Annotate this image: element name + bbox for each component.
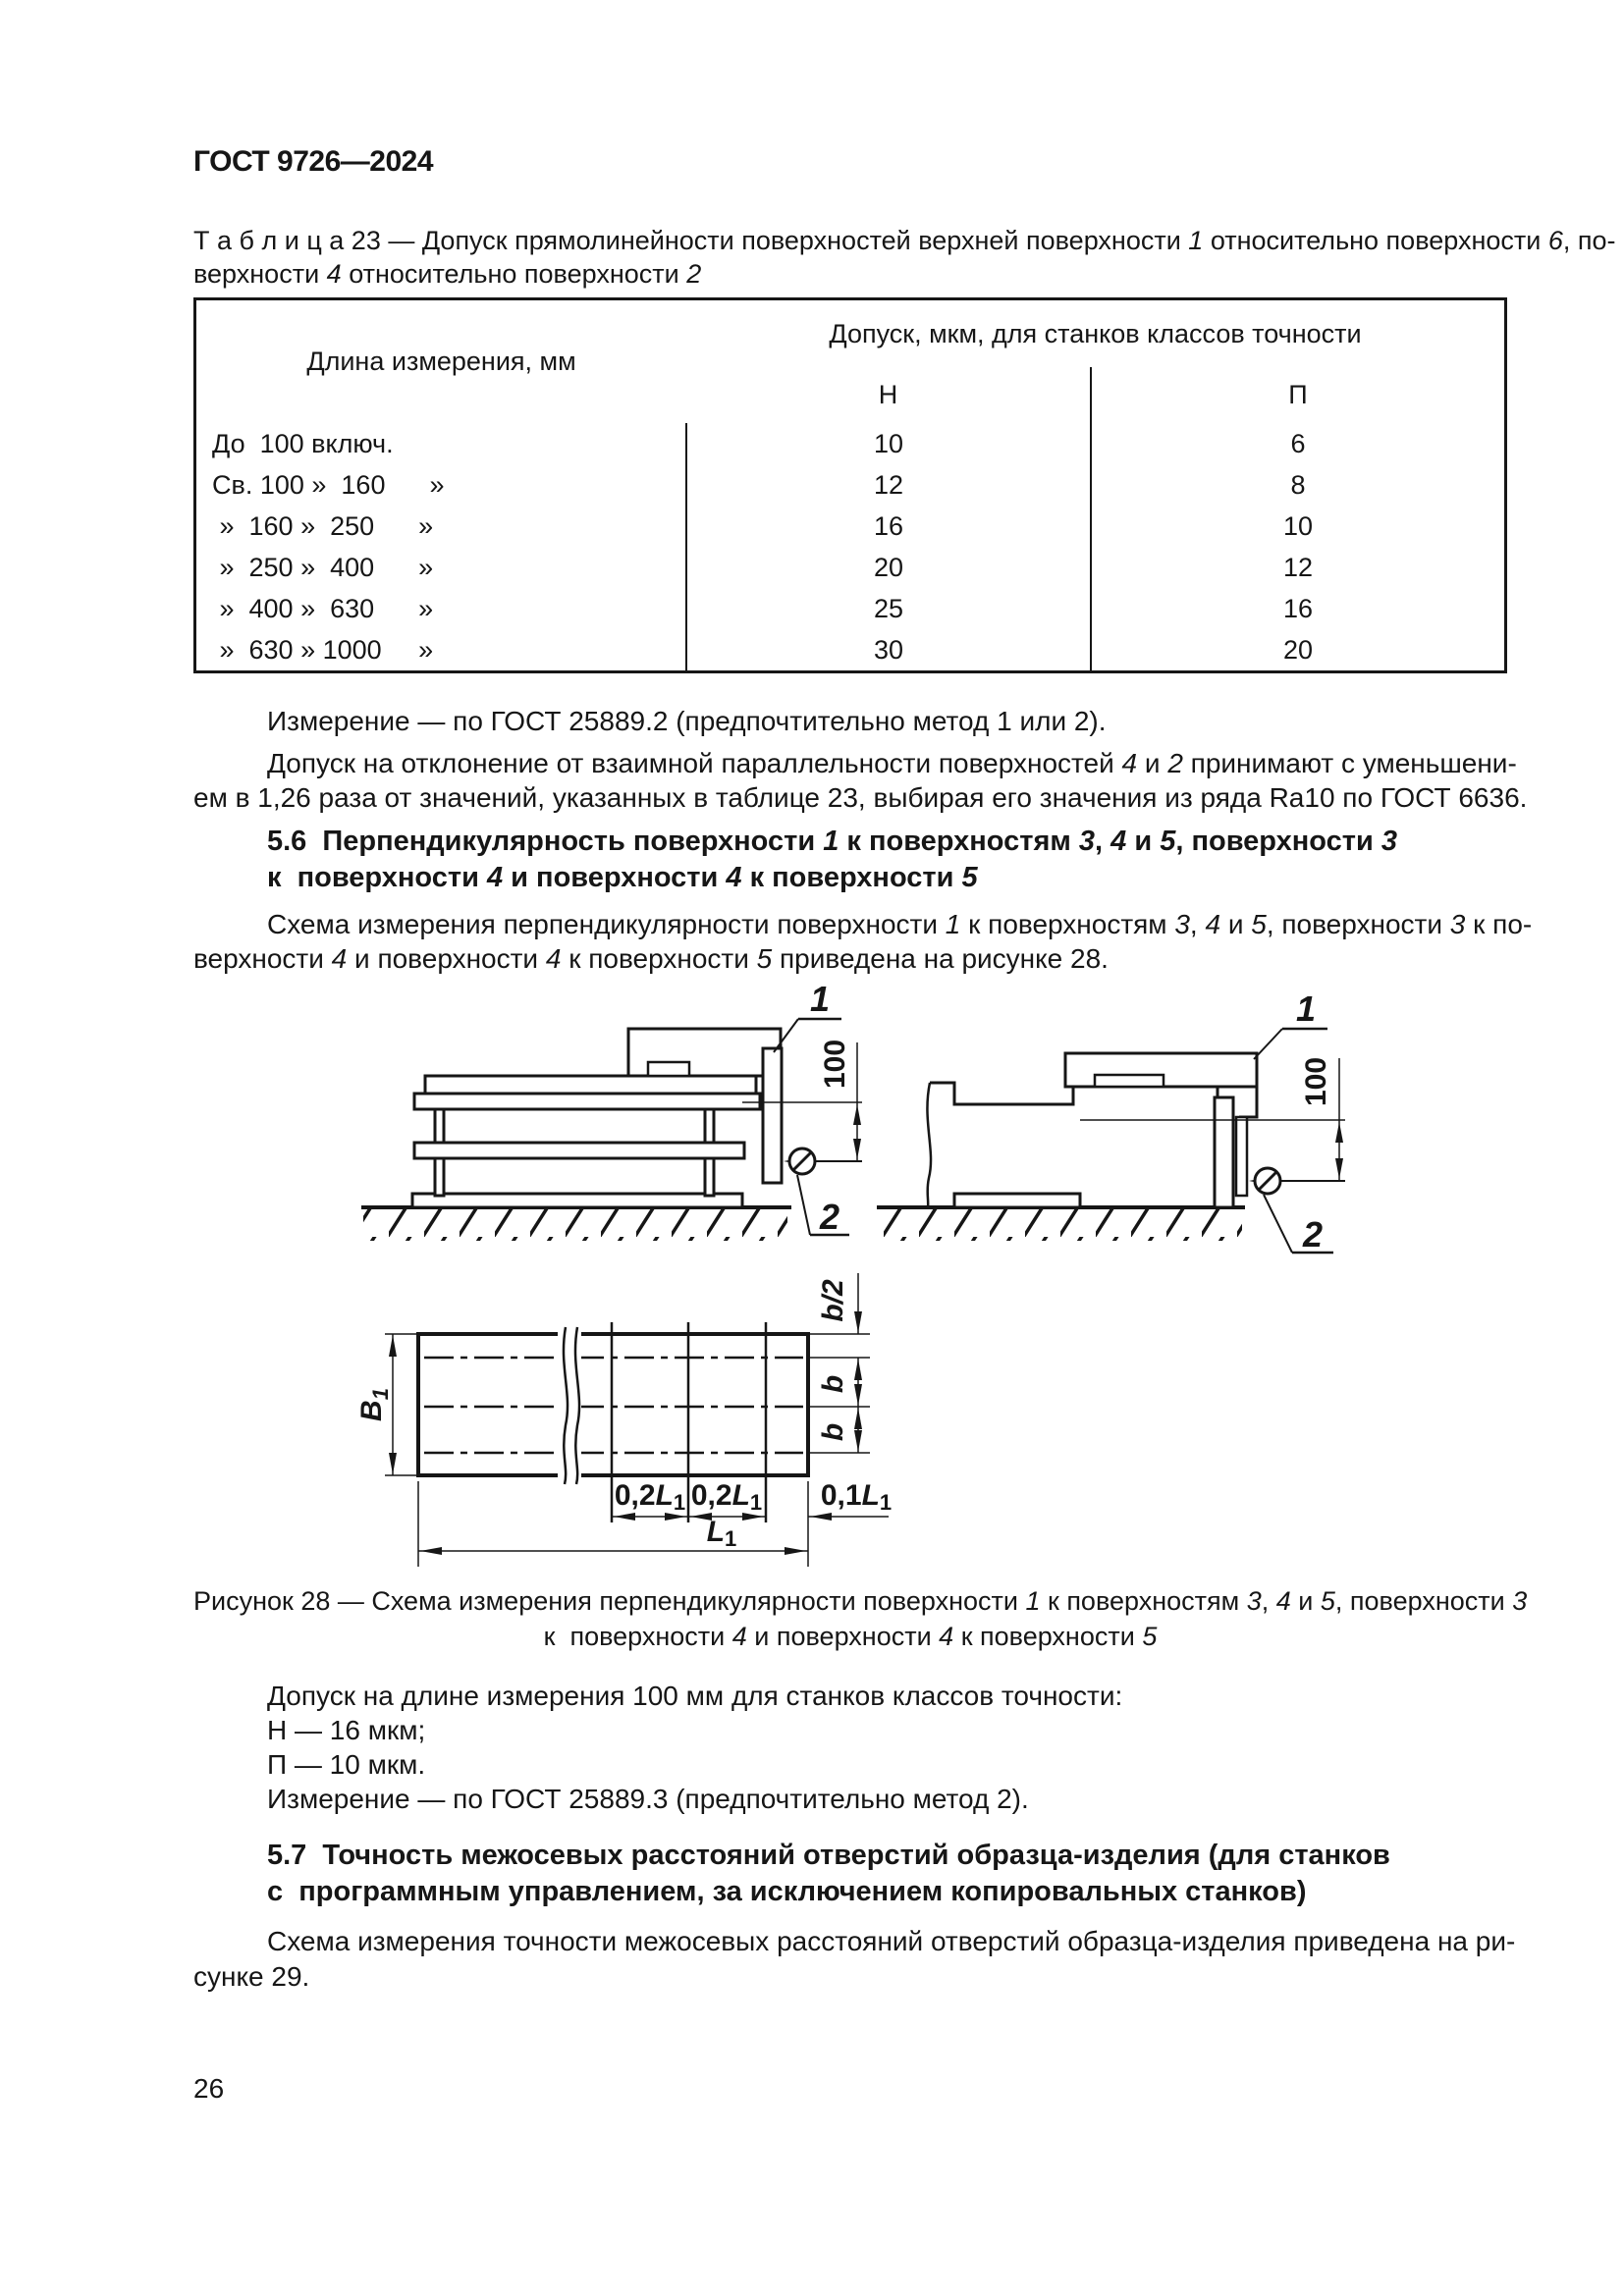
cell-tolerance-n: 25	[686, 588, 1091, 629]
dimension-100-right: 100	[1300, 1056, 1332, 1107]
plan-view	[385, 1273, 889, 1567]
section-5-6-paragraph-line2: верхности 4 и поверхности 4 к поверхности 5 приведена на рисунке 28.	[193, 943, 1109, 974]
paragraph-parallelism-line2: ем в 1,26 раза от значений, указанных в таблице 23, выбирая его значения из ряда Ra10 по ГОСТ 6636.	[193, 782, 1528, 813]
dimension-lines-bottom	[418, 1517, 889, 1551]
cell-tolerance-p: 16	[1282, 593, 1314, 623]
cell-tolerance-p: 20	[1282, 634, 1314, 665]
table-row	[195, 547, 1506, 588]
cell-tolerance-n: 30	[686, 629, 1091, 672]
table-23	[193, 297, 1507, 673]
ground-hatch-left	[363, 1209, 787, 1241]
cell-tolerance-p: 8	[1290, 469, 1306, 500]
table-23-body	[195, 423, 1506, 672]
cell-tolerance-n: 12	[686, 464, 1091, 506]
column-header-class-n: Н	[686, 367, 1091, 423]
column-header-class-p: П	[1288, 380, 1308, 409]
cell-tolerance-p: 12	[1282, 552, 1314, 582]
paragraph-measurement-1: Измерение — по ГОСТ 25889.2 (предпочтительно метод 1 или 2).	[267, 706, 1107, 736]
paragraph-parallelism-line1: Допуск на отклонение от взаимной параллельности поверхностей 4 и 2 принимают с уменьшени-	[267, 748, 1517, 778]
machine-table-slab	[414, 1094, 760, 1109]
side-view-left	[361, 1019, 862, 1241]
table-row	[195, 423, 1506, 464]
cell-measure-range: » 160 » 250 »	[195, 506, 687, 547]
label-01l1: 0,1L1	[820, 1479, 893, 1515]
machine-top-slab	[425, 1076, 756, 1094]
column-header-length: Длина измерения, мм	[306, 347, 576, 376]
label-b1: $B_1$	[355, 1388, 393, 1421]
column-header-tolerance-group: Допуск, мкм, для станков классов точности	[829, 318, 1362, 348]
cell-tolerance-n: 20	[686, 547, 1091, 588]
section-5-6-heading-line2: к поверхности 4 и поверхности 4 к поверхности 5	[267, 862, 978, 893]
square-plate-right	[1215, 1097, 1233, 1207]
leader-1-right	[1254, 1029, 1282, 1059]
label-b-upper: b	[817, 1374, 849, 1394]
table-row	[195, 464, 1506, 506]
cell-tolerance-n: 16	[686, 506, 1091, 547]
section-5-7-paragraph-line1: Схема измерения точности межосевых расстояний отверстий образца-изделия приведена на ри-	[267, 1926, 1516, 1956]
label-b-lower: b	[817, 1422, 849, 1442]
machine-mid-slab	[414, 1143, 744, 1158]
cell-tolerance-p: 6	[1290, 428, 1306, 458]
cell-measure-range: » 250 » 400 »	[195, 547, 687, 588]
section-5-6-heading-line1: 5.6 Перпендикулярность поверхности 1 к поверхностям 3, 4 и 5, поверхности 3	[267, 826, 1397, 857]
table-row	[195, 588, 1506, 629]
table-row	[195, 629, 1506, 672]
ground-hatch-right	[879, 1209, 1242, 1241]
side-view-right	[877, 1029, 1345, 1253]
dimension-100-left: 100	[819, 1039, 851, 1090]
paragraph-measurement-2: Измерение — по ГОСТ 25889.3 (предпочтительно метод 2).	[267, 1784, 1029, 1814]
table-caption-line1: Т а б л и ц а 23 — Допуск прямолинейности поверхностей верхней поверхности 1 относительно поверхности 6, по-	[193, 226, 1616, 255]
standard-code: ГОСТ 9726—2024	[193, 145, 434, 178]
figure-caption-line1: Рисунок 28 — Схема измерения перпендикулярности поверхности 1 к поверхностям 3, 4 и 5, поверхности 3	[193, 1586, 1528, 1616]
leader-2-left	[797, 1175, 810, 1235]
table-caption-line2: верхности 4 относительно поверхности 2	[193, 259, 702, 289]
tolerance-class-p: П — 10 мкм.	[267, 1749, 426, 1780]
leader-2-right	[1264, 1195, 1292, 1253]
figure-caption-line2: к поверхности 4 и поверхности 4 к поверхности 5	[543, 1622, 1158, 1651]
cell-measure-range: До 100 включ.	[195, 423, 687, 464]
square-plate-left	[763, 1048, 782, 1183]
label-part-1-right: 1	[1295, 988, 1317, 1029]
plan-outline	[418, 1334, 808, 1475]
page-number: 26	[193, 2073, 225, 2104]
label-l1: L1	[706, 1516, 737, 1551]
figure-28-diagram	[353, 982, 1355, 1571]
cell-measure-range: » 630 » 1000 »	[195, 629, 687, 672]
label-part-2-left: 2	[819, 1197, 840, 1237]
label-part-2-right: 2	[1302, 1214, 1324, 1255]
cell-tolerance-n: 10	[686, 423, 1091, 464]
table-23-header	[195, 299, 1506, 424]
label-b-half: b/2	[817, 1279, 849, 1322]
cell-measure-range: » 400 » 630 »	[195, 588, 687, 629]
cell-measure-range: Св. 100 » 160 »	[195, 464, 687, 506]
tolerance-class-n: Н — 16 мкм;	[267, 1715, 426, 1745]
cell-tolerance-p: 10	[1282, 510, 1314, 541]
tolerance-intro: Допуск на длине измерения 100 мм для станков классов точности:	[267, 1681, 1123, 1711]
section-5-7-paragraph-line2: сунке 29.	[193, 1961, 310, 1992]
section-5-7-heading-line2: с программным управлением, за исключением копировальных станков)	[267, 1876, 1307, 1907]
label-02l1-first: 0,2L1	[614, 1479, 686, 1515]
label-02l1-second: 0,2L1	[690, 1479, 763, 1515]
machine-base	[412, 1194, 742, 1207]
table-row	[195, 506, 1506, 547]
label-part-1-left: 1	[809, 982, 831, 1019]
break-line-right-view	[927, 1083, 931, 1207]
section-5-7-heading-line1: 5.7 Точность межосевых расстояний отверстий образца-изделия (для станков	[267, 1840, 1390, 1871]
section-5-6-paragraph-line1: Схема измерения перпендикулярности поверхности 1 к поверхностям 3, 4 и 5, поверхности 3 к по-	[267, 909, 1533, 939]
